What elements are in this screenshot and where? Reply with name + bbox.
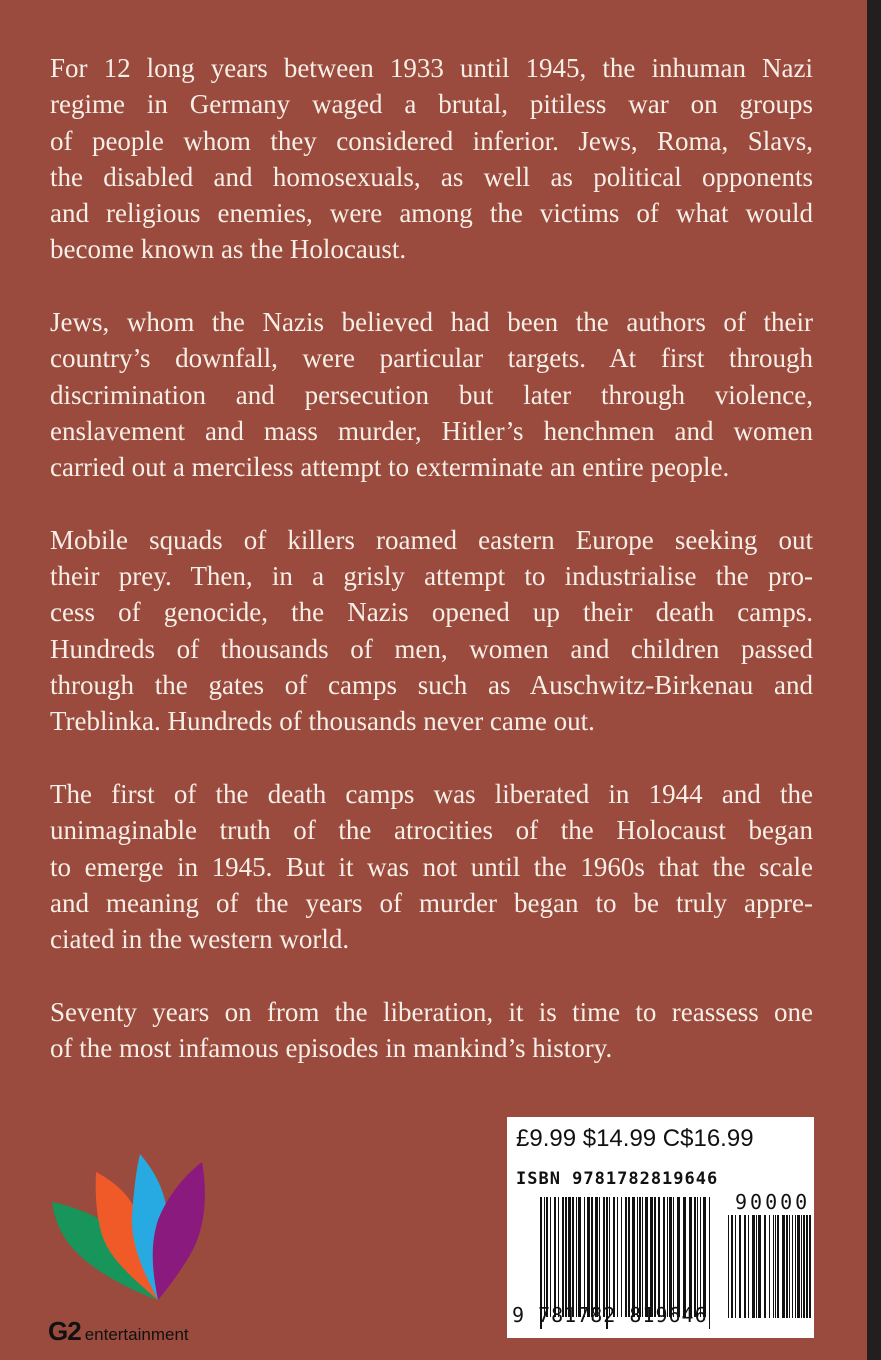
g2-logo-petals-icon — [40, 1150, 220, 1310]
barcode-bar — [591, 1197, 593, 1317]
barcode-bar — [565, 1197, 567, 1317]
barcode-bar — [637, 1197, 638, 1317]
blurb-line: regime in Germany waged a brutal, pitiless war on groups — [50, 89, 813, 120]
barcode-bar — [550, 1197, 551, 1317]
barcode-bar — [797, 1215, 800, 1318]
barcode-bar — [703, 1197, 706, 1317]
barcode-bar — [639, 1197, 641, 1317]
barcode-bar — [609, 1197, 610, 1317]
blurb-line: Seventy years on from the liberation, it is time to reassess one — [50, 996, 813, 1027]
barcode-bar — [748, 1215, 749, 1318]
barcode-bar — [558, 1197, 559, 1317]
blurb-line: through the gates of camps such as Auschwitz-Birkenau and — [50, 670, 813, 701]
barcode-bar — [599, 1197, 600, 1317]
barcode-bar — [697, 1197, 698, 1317]
publisher-logo — [48, 1316, 189, 1347]
blurb-line: of the most infamous episodes in mankind’s history. — [50, 1033, 613, 1064]
barcode-bar — [617, 1197, 618, 1317]
paragraph-gap — [50, 740, 813, 776]
paragraph-gap — [50, 957, 813, 993]
barcode-bar — [758, 1215, 761, 1318]
barcode-bar — [621, 1197, 622, 1317]
paragraph-gap — [50, 268, 813, 304]
blurb-line: and meaning of the years of murder began to be truly appre- — [50, 887, 813, 918]
blurb-line: Mobile squads of killers roamed eastern Europe seeking out — [50, 524, 813, 555]
barcode-bar — [677, 1197, 680, 1317]
barcode-bar — [587, 1197, 590, 1317]
barcode-bar — [595, 1197, 598, 1317]
barcode-bar — [764, 1215, 766, 1318]
blurb-line: enslavement and mass murder, Hitler’s henchmen and women — [50, 415, 813, 446]
barcode-bar — [544, 1197, 545, 1317]
prices: £9.99 $14.99 C$16.99 — [516, 1125, 754, 1152]
barcode-bar — [576, 1197, 577, 1317]
barcode-bar — [667, 1197, 668, 1317]
blurb-line: of people whom they considered inferior. Jews, Roma, Slavs, — [50, 125, 813, 156]
barcode-bar — [782, 1215, 785, 1318]
barcode-bar — [806, 1215, 808, 1318]
blurb-line: country’s downfall, were particular targets. At first through — [50, 343, 813, 374]
barcode-bar — [786, 1215, 788, 1318]
blurb-line: For 12 long years between 1933 until 1945, the inhuman Nazi — [50, 53, 813, 83]
barcode-bar — [654, 1197, 656, 1317]
barcode-bar — [775, 1215, 776, 1318]
barcode-bar — [744, 1215, 746, 1318]
barcode-number — [512, 1303, 708, 1327]
blurb-line: the disabled and homosexuals, as well as political opponents — [50, 161, 813, 192]
barcode-bar — [632, 1197, 635, 1317]
barcode-bar — [613, 1197, 615, 1317]
barcode-addon-number: 90000 — [735, 1190, 811, 1214]
barcode-bar — [777, 1215, 779, 1318]
barcode-bar — [554, 1197, 556, 1317]
blurb-line: become known as the Holocaust. — [50, 234, 407, 265]
blurb-line: Treblinka. Hundreds of thousands never came out. — [50, 706, 595, 737]
barcode-bar — [731, 1215, 733, 1318]
barcode-bar — [809, 1215, 811, 1318]
barcode-bar — [803, 1215, 805, 1318]
barcode-bar — [756, 1215, 757, 1318]
isbn: ISBN 9781782819646 — [516, 1169, 719, 1189]
barcode-bar — [645, 1197, 648, 1317]
barcode-bar — [650, 1197, 653, 1317]
barcode-bar — [562, 1197, 564, 1317]
blurb-line: The first of the death camps was liberated in 1944 and the — [50, 778, 813, 809]
back-cover-blurb — [50, 50, 813, 1066]
barcode-bar — [795, 1215, 796, 1318]
logo-g2: G2 — [48, 1316, 81, 1346]
barcode-bar — [578, 1197, 581, 1317]
barcode-bar — [669, 1197, 672, 1317]
barcode-bar — [625, 1197, 627, 1317]
logo-text: entertainment — [84, 1325, 189, 1344]
barcode-bar — [773, 1215, 774, 1318]
barcode-bar — [789, 1215, 790, 1318]
barcode-bar — [673, 1197, 674, 1317]
barcode-bar — [735, 1215, 736, 1318]
barcode-bar — [792, 1215, 793, 1318]
barcode-bar — [689, 1197, 692, 1317]
blurb-line: their prey. Then, in a grisly attempt to industrialise the pro- — [50, 561, 813, 592]
price-barcode-box — [507, 1117, 814, 1338]
blurb-line: carried out a merciless attempt to exterminate an entire people. — [50, 452, 730, 483]
barcode-bar — [572, 1197, 574, 1317]
blurb-line: Jews, whom the Nazis believed had been the authors of their — [50, 307, 813, 338]
barcode-bar — [568, 1197, 571, 1317]
paragraph-gap — [50, 486, 813, 522]
blurb-line: to emerge in 1945. But it was not until the 1960s that the scale — [50, 851, 813, 882]
barcode-bar — [769, 1215, 770, 1318]
blurb-line: cess of genocide, the Nazis opened up their death camps. — [50, 597, 813, 628]
barcode-bar — [739, 1215, 741, 1318]
barcode-bar — [546, 1197, 548, 1317]
barcode-bar — [658, 1197, 660, 1317]
barcode-bar — [801, 1215, 802, 1318]
ean-left-digits: 781782 — [538, 1303, 617, 1327]
spine-edge — [867, 0, 881, 1360]
blurb-line: unimaginable truth of the atrocities of the Holocaust began — [50, 815, 813, 846]
barcode-bar — [584, 1197, 585, 1317]
ean-first-digit: 9 — [512, 1303, 526, 1327]
barcode-bar — [709, 1197, 710, 1329]
barcode-bar — [752, 1215, 755, 1318]
barcode-bar — [683, 1197, 686, 1317]
barcode-bar — [663, 1197, 665, 1317]
barcode-bar — [728, 1215, 729, 1318]
blurb-line: discrimination and persecution but later through violence, — [50, 379, 813, 410]
ean-right-digits: 819646 — [629, 1303, 708, 1327]
barcode-bar — [603, 1197, 605, 1317]
blurb-line: ciated in the western world. — [50, 924, 350, 955]
barcode-bar — [642, 1197, 643, 1317]
barcode-bar — [628, 1197, 630, 1317]
blurb-line: Hundreds of thousands of men, women and children passed — [50, 633, 813, 664]
barcode-bar — [700, 1197, 701, 1317]
purple-petal — [153, 1162, 205, 1300]
blurb-line: and religious enemies, were among the victims of what would — [50, 198, 813, 229]
barcode-bar — [694, 1197, 696, 1317]
